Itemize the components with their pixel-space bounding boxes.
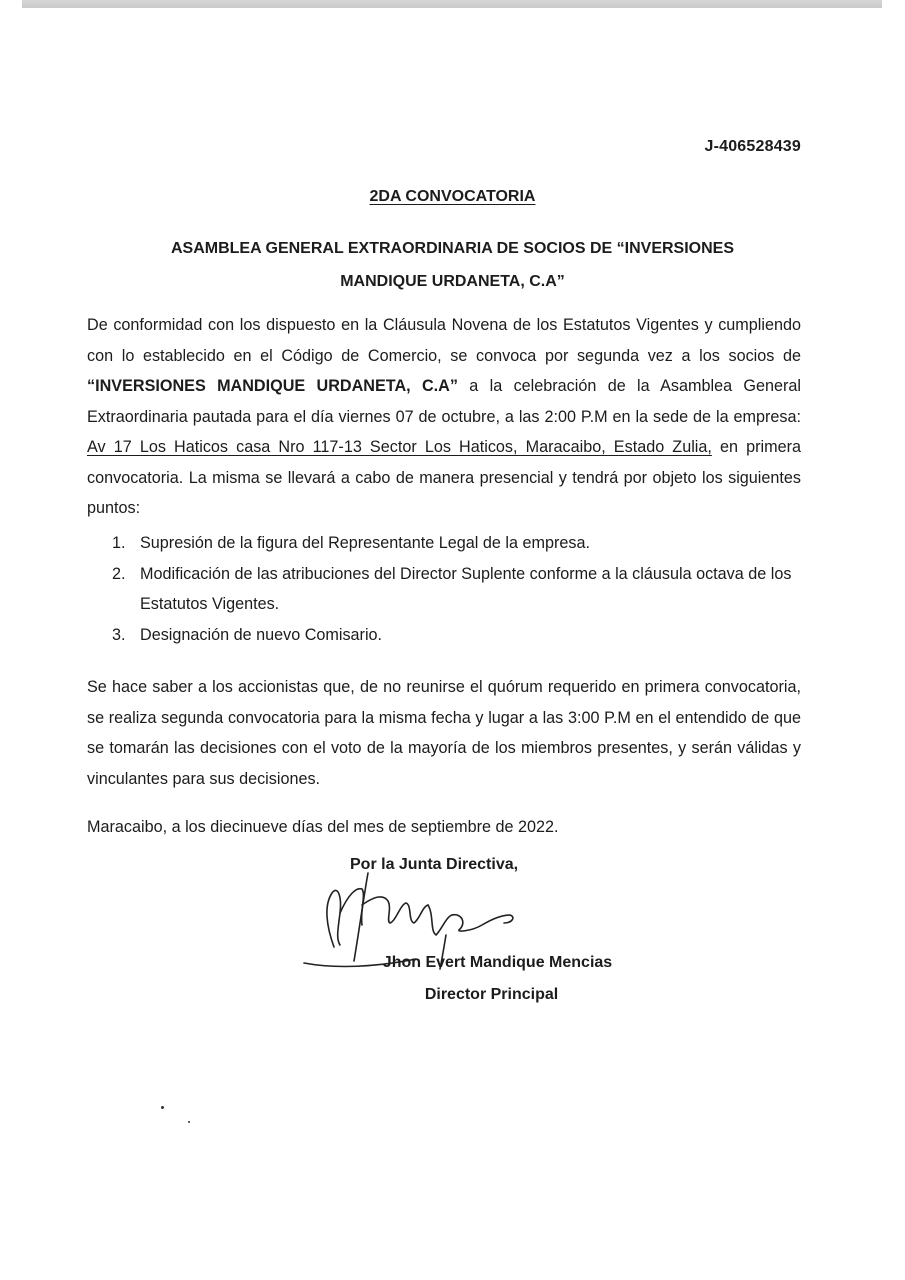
agenda-point-text: Designación de nuevo Comisario. [140,625,383,644]
signer-role [0,986,905,1004]
date-line: Maracaibo, a los diecinueve días del mes de septiembre de 2022. [87,818,559,836]
scan-speck [161,1106,164,1109]
convocatoria-title [0,188,905,206]
signer-name-text: Jhon Evert Mandique Mencias [382,954,613,971]
paragraph1-part2: a la celebración de la Asamblea General Extraordinaria pautada para el día viernes 07 de octubre, a las 2:00 P.M en la sede de la empresa: [87,377,801,426]
agenda-point [112,620,812,651]
por-junta-label: Por la Junta Directiva, [350,856,519,873]
paragraph1-part1: De conformidad con los dispuesto en la Cláusula Novena de los Estatutos Vigentes y cumpliendo con lo establecido en el Código de Comercio, se convoca por segunda vez a los socios de [87,316,801,365]
meeting-address: Av 17 Los Haticos casa Nro 117-13 Sector Los Haticos, Maracaibo, Estado Zulia, [87,438,712,456]
convocatoria-title-text: 2DA CONVOCATORIA [369,188,536,205]
company-rif: J-406528439 [704,138,801,155]
agenda-point [112,528,812,559]
agenda-point-number: 2. [112,564,126,583]
agenda-point [112,559,812,620]
agenda-point-text: Supresión de la figura del Representante Legal de la empresa. [140,534,590,552]
asamblea-title [100,232,805,298]
agenda-point-number: 3. [112,625,126,644]
paragraph-second-call: Se hace saber a los accionistas que, de no reunirse el quórum requerido en primera convocatoria, se realiza segunda convocatoria para la misma fecha y lugar a las 3:00 P.M en el entendido de que se tomarán las decisiones con el voto de la mayoría de los miembros presentes, y serán válidas y vinculantes para sus decisiones. [87,678,801,788]
paragraph1-part3: en primera convocatoria. La misma se llevará a cabo de manera presencial y tendrá por objeto los siguientes puntos: [87,438,802,517]
asamblea-title-line1: ASAMBLEA GENERAL EXTRAORDINARIA DE SOCIOS DE “INVERSIONES [170,240,735,257]
agenda-points [112,528,812,650]
company-name-bold: “INVERSIONES MANDIQUE URDANETA, C.A” [87,377,458,395]
agenda-point-number: 1. [112,534,126,552]
paragraph-convocatoria [87,310,801,524]
asamblea-title-line2: MANDIQUE URDANETA, C.A” [340,273,565,290]
signer-role-text: Director Principal [424,986,559,1003]
agenda-point-text: Modificación de las atribuciones del Director Suplente conforme a la cláusula octava de los Estatutos Vigentes. [140,564,792,613]
signature-block [0,850,905,1020]
scan-top-edge [22,0,882,8]
signer-name [0,954,905,972]
scan-speck [188,1121,190,1123]
